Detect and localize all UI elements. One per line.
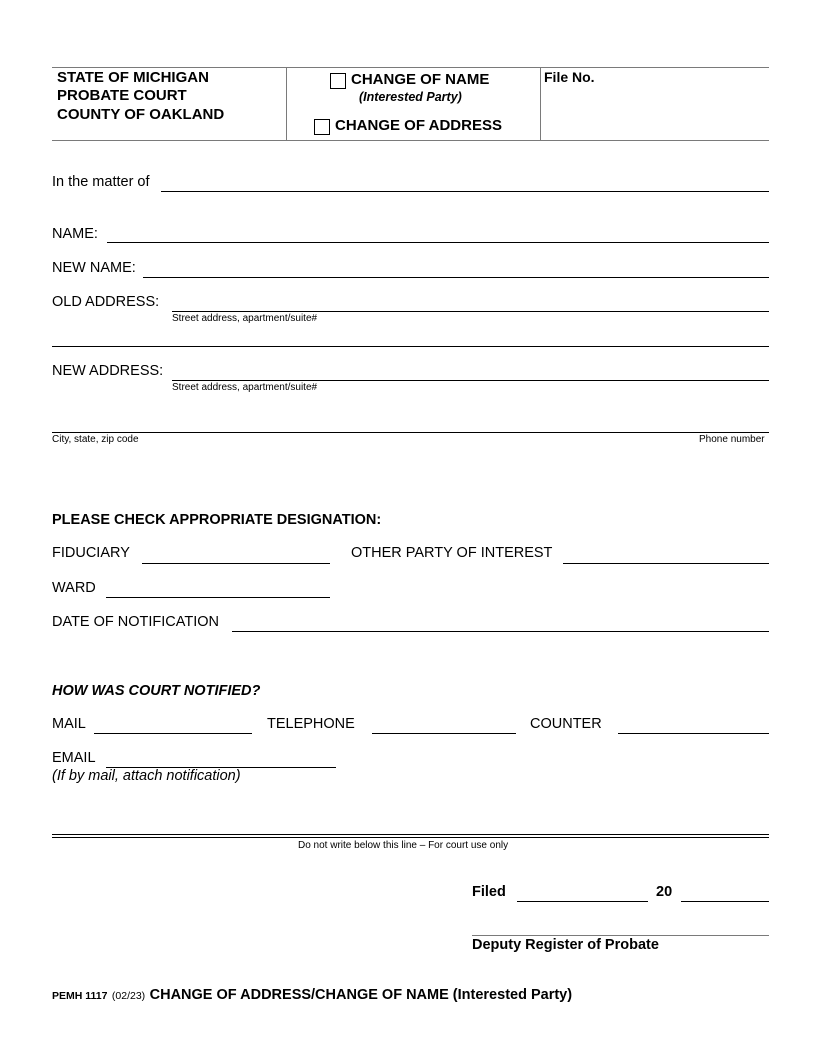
form-code: PEMH 1117 bbox=[52, 990, 108, 1002]
form-revision: (02/23) bbox=[111, 990, 146, 1002]
change-of-address-checkbox[interactable] bbox=[314, 119, 330, 135]
form-title: CHANGE OF ADDRESS/CHANGE OF NAME (Interested Party) bbox=[149, 987, 573, 1003]
interested-party-label: (Interested Party) bbox=[359, 90, 462, 104]
header-top-border bbox=[52, 67, 769, 68]
ward-field[interactable] bbox=[106, 597, 330, 598]
court-use-notice: Do not write below this line – For court use only bbox=[298, 840, 509, 851]
date-of-notification-label: DATE OF NOTIFICATION bbox=[52, 614, 220, 630]
header-bottom-border bbox=[52, 140, 769, 141]
file-no-field[interactable] bbox=[544, 88, 766, 136]
other-party-label: OTHER PARTY OF INTEREST bbox=[351, 545, 553, 561]
new-name-label: NEW NAME: bbox=[52, 260, 136, 276]
header-divider-2 bbox=[540, 67, 541, 141]
in-matter-of-label: In the matter of bbox=[52, 174, 150, 190]
counter-field[interactable] bbox=[618, 733, 769, 734]
designation-heading: PLEASE CHECK APPROPRIATE DESIGNATION: bbox=[52, 512, 382, 528]
old-street-hint: Street address, apartment/suite# bbox=[172, 313, 318, 324]
telephone-label: TELEPHONE bbox=[267, 716, 355, 732]
date-of-notification-field[interactable] bbox=[232, 631, 769, 632]
name-field[interactable] bbox=[107, 242, 769, 243]
phone-number-hint: Phone number bbox=[699, 434, 765, 445]
court-state: STATE OF MICHIGAN bbox=[57, 69, 209, 86]
fiduciary-label: FIDUCIARY bbox=[52, 545, 130, 561]
in-matter-of-field[interactable] bbox=[161, 191, 769, 192]
year-prefix: 20 bbox=[656, 884, 673, 900]
deputy-label: Deputy Register of Probate bbox=[472, 937, 659, 953]
form-footer bbox=[52, 986, 572, 1004]
email-label: EMAIL bbox=[52, 750, 96, 766]
notification-heading: HOW WAS COURT NOTIFIED? bbox=[52, 683, 261, 699]
old-address-field[interactable] bbox=[172, 311, 769, 312]
court-county: COUNTY OF OAKLAND bbox=[57, 106, 225, 123]
old-address-line-2[interactable] bbox=[52, 346, 769, 347]
old-address-label: OLD ADDRESS: bbox=[52, 294, 160, 310]
counter-label: COUNTER bbox=[530, 716, 602, 732]
change-of-name-label: CHANGE OF NAME bbox=[351, 71, 490, 88]
ward-label: WARD bbox=[52, 580, 96, 596]
header-divider-1 bbox=[286, 67, 287, 141]
telephone-field[interactable] bbox=[372, 733, 516, 734]
other-party-field[interactable] bbox=[563, 563, 769, 564]
mail-label: MAIL bbox=[52, 716, 86, 732]
new-name-field[interactable] bbox=[143, 277, 769, 278]
court-use-divider bbox=[52, 834, 769, 838]
file-no-label: File No. bbox=[544, 69, 595, 85]
change-of-name-checkbox[interactable] bbox=[330, 73, 346, 89]
filed-date-field[interactable] bbox=[517, 901, 648, 902]
city-state-zip-hint: City, state, zip code bbox=[52, 434, 139, 445]
deputy-signature-line[interactable] bbox=[472, 935, 769, 936]
court-name: PROBATE COURT bbox=[57, 87, 187, 104]
filed-label: Filed bbox=[472, 884, 506, 900]
fiduciary-field[interactable] bbox=[142, 563, 330, 564]
filed-year-field[interactable] bbox=[681, 901, 769, 902]
new-street-hint: Street address, apartment/suite# bbox=[172, 382, 318, 393]
city-state-zip-field[interactable] bbox=[52, 432, 769, 433]
mail-note: (If by mail, attach notification) bbox=[52, 768, 241, 784]
new-address-field[interactable] bbox=[172, 380, 769, 381]
new-address-label: NEW ADDRESS: bbox=[52, 363, 164, 379]
mail-field[interactable] bbox=[94, 733, 252, 734]
change-of-address-label: CHANGE OF ADDRESS bbox=[335, 117, 502, 134]
name-label: NAME: bbox=[52, 226, 98, 242]
